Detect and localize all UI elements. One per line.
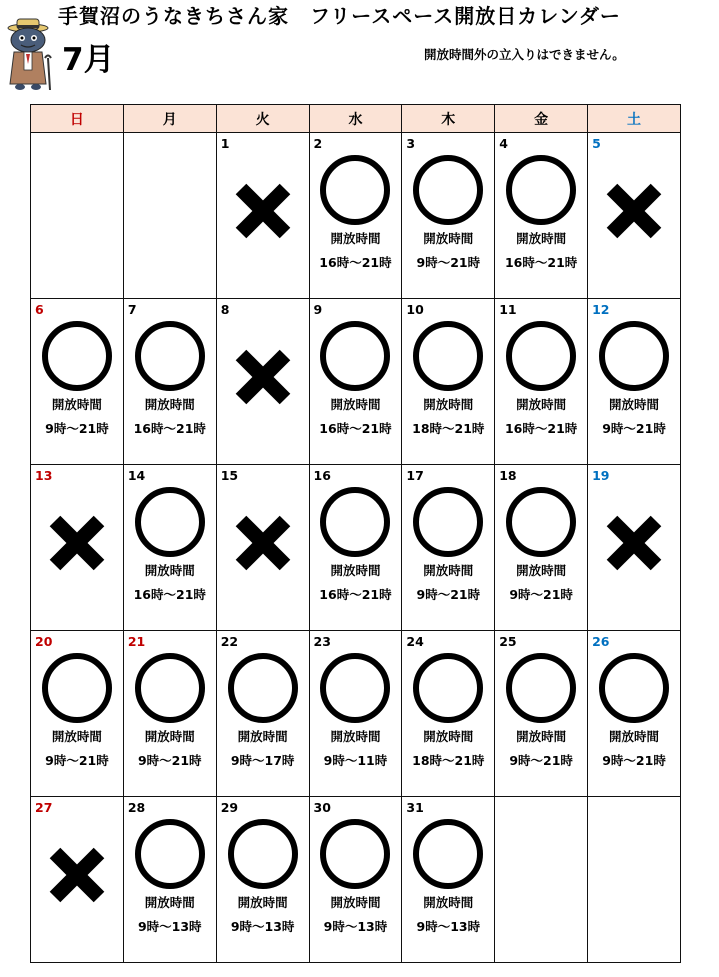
open-hours-label: 開放時間 (144, 397, 195, 412)
calendar-day-cell (123, 299, 216, 465)
calendar-empty-cell (123, 133, 216, 299)
open-hours-label: 開放時間 (330, 397, 381, 412)
calendar-empty-cell (588, 797, 681, 963)
calendar-day-cell (588, 631, 681, 797)
open-circle-icon (228, 819, 298, 889)
open-hours-range: 9時〜13時 (416, 919, 481, 934)
open-hours-range: 9時〜21時 (416, 587, 481, 602)
open-circle-icon (413, 487, 483, 557)
calendar-day-cell (402, 631, 495, 797)
open-hours-label: 開放時間 (51, 397, 102, 412)
day-number: 26 (592, 634, 610, 649)
day-number: 20 (35, 634, 53, 649)
open-circle-icon (413, 321, 483, 391)
calendar-day-cell (309, 465, 402, 631)
open-hours-range: 18時〜21時 (412, 753, 485, 768)
open-circle-icon (42, 321, 112, 391)
open-hours-range: 9時〜21時 (602, 753, 666, 768)
open-hours-label: 開放時間 (144, 563, 195, 578)
open-hours-range: 9時〜17時 (230, 753, 295, 768)
open-circle-icon (320, 487, 390, 557)
open-circle-icon (135, 819, 205, 889)
calendar-empty-cell (31, 133, 124, 299)
day-number: 25 (499, 634, 517, 649)
open-circle-icon (413, 155, 483, 225)
open-circle-icon (506, 155, 576, 225)
day-number: 2 (313, 136, 323, 151)
open-hours-label: 開放時間 (609, 729, 660, 744)
day-number: 30 (313, 800, 331, 815)
calendar-empty-cell (495, 797, 588, 963)
open-hours-range: 9時〜21時 (509, 587, 573, 602)
calendar-day-cell (31, 797, 124, 963)
closed-cross-icon (604, 181, 664, 241)
calendar-day-cell (588, 299, 681, 465)
open-hours-label: 開放時間 (330, 895, 381, 910)
day-number: 18 (499, 468, 517, 483)
weekday-wednesday: 水 (309, 105, 402, 133)
calendar-day-cell (588, 133, 681, 299)
calendar-day-cell (588, 465, 681, 631)
open-circle-icon (506, 653, 576, 723)
open-hours-label: 開放時間 (423, 895, 474, 910)
open-hours-range: 9時〜21時 (45, 421, 109, 436)
day-number: 28 (127, 800, 146, 815)
open-circle-icon (599, 321, 669, 391)
open-hours-label: 開放時間 (51, 729, 102, 744)
day-number: 7 (127, 302, 137, 317)
calendar-day-cell (123, 797, 216, 963)
open-hours-range: 9時〜21時 (45, 753, 109, 768)
calendar-day-cell (216, 797, 309, 963)
weekday-thursday: 木 (402, 105, 495, 133)
open-hours-label: 開放時間 (330, 729, 381, 744)
closed-cross-icon (47, 513, 107, 573)
open-hours-range: 16時〜21時 (133, 587, 206, 602)
notice-text: 開放時間外の立入りはできません。 (424, 47, 625, 62)
open-circle-icon (135, 653, 205, 723)
calendar-week-row (31, 133, 681, 299)
open-hours-label: 開放時間 (516, 563, 567, 578)
day-number: 11 (499, 302, 517, 317)
open-circle-icon (599, 653, 669, 723)
open-hours-range: 18時〜21時 (412, 421, 485, 436)
open-hours-label: 開放時間 (423, 729, 474, 744)
calendar-day-cell (31, 631, 124, 797)
closed-cross-icon (233, 181, 293, 241)
closed-cross-icon (47, 845, 107, 905)
open-hours-range: 9時〜21時 (602, 421, 666, 436)
calendar-day-cell (402, 299, 495, 465)
open-circle-icon (413, 653, 483, 723)
open-hours-label: 開放時間 (330, 231, 381, 246)
open-hours-label: 開放時間 (516, 729, 567, 744)
open-circle-icon (135, 321, 205, 391)
closed-cross-icon (233, 347, 293, 407)
day-number: 22 (220, 634, 239, 649)
calendar-day-cell (495, 133, 588, 299)
calendar-day-cell (123, 465, 216, 631)
calendar-day-cell (402, 465, 495, 631)
day-number: 14 (127, 468, 146, 483)
calendar-day-cell (216, 299, 309, 465)
open-hours-label: 開放時間 (516, 231, 567, 246)
open-hours-range: 9時〜21時 (416, 255, 481, 270)
weekday-header-row (31, 105, 681, 133)
calendar-day-cell (402, 133, 495, 299)
page-title: 手賀沼のうなきちさん家 フリースペース開放日カレンダー (58, 4, 621, 28)
open-circle-icon (320, 819, 390, 889)
day-number: 6 (35, 302, 44, 317)
day-number: 31 (406, 800, 424, 815)
open-circle-icon (413, 819, 483, 889)
open-hours-range: 16時〜21時 (504, 421, 578, 436)
open-hours-label: 開放時間 (516, 397, 567, 412)
calendar-week-row (31, 797, 681, 963)
open-circle-icon (320, 321, 390, 391)
open-circle-icon (320, 155, 390, 225)
weekday-saturday: 土 (588, 105, 681, 133)
open-hours-label: 開放時間 (144, 729, 195, 744)
day-number: 3 (406, 136, 416, 151)
open-hours-range: 16時〜21時 (319, 587, 392, 602)
open-hours-range: 9時〜11時 (323, 753, 388, 768)
open-hours-label: 開放時間 (237, 895, 288, 910)
calendar-day-cell (495, 299, 588, 465)
mascot-illustration (4, 18, 56, 92)
weekday-sunday: 日 (31, 105, 124, 133)
open-hours-label: 開放時間 (423, 231, 474, 246)
open-circle-icon (42, 653, 112, 723)
closed-cross-icon (604, 513, 664, 573)
calendar-table (30, 104, 681, 963)
open-hours-range: 9時〜13時 (137, 919, 202, 934)
open-hours-range: 9時〜21時 (137, 753, 202, 768)
calendar-day-cell (31, 299, 124, 465)
day-number: 1 (220, 136, 230, 151)
day-number: 5 (592, 136, 601, 151)
calendar-day-cell (495, 631, 588, 797)
calendar-day-cell (216, 465, 309, 631)
open-hours-label: 開放時間 (423, 563, 474, 578)
day-number: 10 (406, 302, 424, 317)
calendar-week-row (31, 299, 681, 465)
day-number: 12 (592, 302, 610, 317)
calendar-day-cell (309, 797, 402, 963)
day-number: 15 (220, 468, 239, 483)
day-number: 24 (406, 634, 424, 649)
day-number: 4 (499, 136, 508, 151)
calendar-day-cell (309, 631, 402, 797)
open-circle-icon (506, 487, 576, 557)
calendar-day-cell (402, 797, 495, 963)
closed-cross-icon (233, 513, 293, 573)
open-hours-range: 9時〜13時 (230, 919, 295, 934)
open-circle-icon (135, 487, 205, 557)
weekday-friday: 金 (495, 105, 588, 133)
day-number: 13 (35, 468, 53, 483)
day-number: 16 (313, 468, 331, 483)
day-number: 19 (592, 468, 610, 483)
open-hours-range: 9時〜13時 (323, 919, 388, 934)
day-number: 21 (127, 634, 146, 649)
calendar-day-cell (31, 465, 124, 631)
weekday-monday: 月 (123, 105, 216, 133)
day-number: 17 (406, 468, 424, 483)
day-number: 29 (220, 800, 239, 815)
open-hours-range: 16時〜21時 (319, 421, 392, 436)
open-hours-label: 開放時間 (237, 729, 288, 744)
month-label: 7月 (62, 42, 115, 78)
open-hours-range: 16時〜21時 (319, 255, 392, 270)
open-hours-label: 開放時間 (144, 895, 195, 910)
calendar-day-cell (216, 631, 309, 797)
calendar-day-cell (495, 465, 588, 631)
open-hours-label: 開放時間 (609, 397, 660, 412)
open-hours-label: 開放時間 (423, 397, 474, 412)
open-hours-range: 16時〜21時 (504, 255, 578, 270)
calendar-day-cell (309, 299, 402, 465)
day-number: 9 (313, 302, 323, 317)
open-circle-icon (506, 321, 576, 391)
weekday-tuesday: 火 (216, 105, 309, 133)
calendar-day-cell (216, 133, 309, 299)
open-hours-range: 16時〜21時 (133, 421, 206, 436)
open-circle-icon (320, 653, 390, 723)
open-hours-label: 開放時間 (330, 563, 381, 578)
calendar-day-cell (309, 133, 402, 299)
calendar-week-row (31, 631, 681, 797)
day-number: 23 (313, 634, 331, 649)
calendar-day-cell (123, 631, 216, 797)
open-hours-range: 9時〜21時 (509, 753, 573, 768)
day-number: 27 (35, 800, 53, 815)
calendar-week-row (31, 465, 681, 631)
day-number: 8 (220, 302, 230, 317)
open-circle-icon (228, 653, 298, 723)
